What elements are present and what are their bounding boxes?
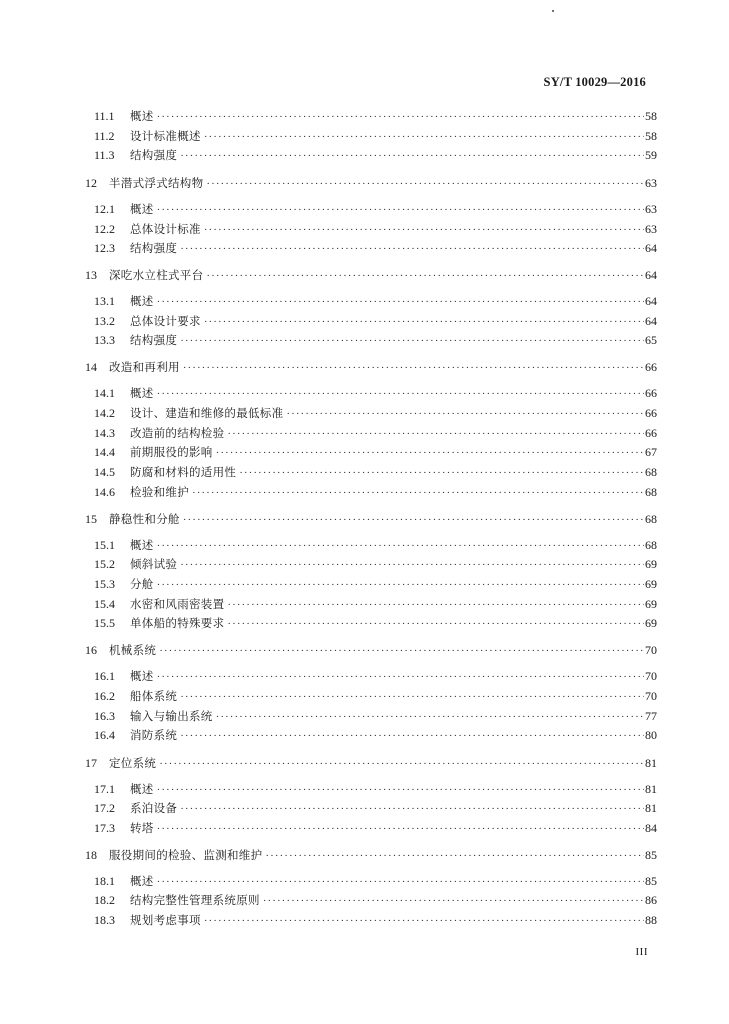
toc-entry-page: 81 (645, 756, 657, 770)
toc-section-entry (94, 911, 657, 929)
toc-entry-title: 总体设计要求 (130, 314, 201, 328)
toc-entry-number: 14 (85, 360, 97, 374)
toc-entry-page: 66 (645, 406, 657, 420)
toc-leader-dots (159, 755, 644, 773)
toc-entry-number: 16 (85, 643, 97, 657)
toc-section-entry (94, 536, 657, 554)
toc-entry-title: 半潜式浮式结构物 (109, 176, 204, 190)
toc-entry-number: 11.2 (94, 129, 115, 143)
toc-entry-number: 17.2 (94, 801, 115, 815)
toc-leader-dots (206, 175, 644, 193)
toc-section-entry (94, 424, 657, 442)
toc-entry-page: 63 (645, 176, 657, 190)
toc-leader-dots (206, 267, 644, 285)
toc-section-entry (94, 220, 657, 238)
toc-entry-title: 深吃水立柱式平台 (109, 268, 204, 282)
toc-entry-page: 68 (645, 465, 657, 479)
toc-entry-number: 12.2 (94, 222, 115, 236)
toc-entry-number: 16.4 (94, 728, 115, 742)
toc-entry-page: 63 (645, 202, 657, 216)
toc-leader-dots (157, 108, 644, 126)
toc-leader-dots (180, 688, 644, 706)
toc-leader-dots (180, 147, 644, 165)
toc-entry-number: 13 (85, 268, 97, 282)
toc-section-entry (94, 891, 657, 909)
toc-entry-title: 系泊设备 (130, 801, 178, 815)
toc-section-entry (94, 872, 657, 890)
toc-entry-number: 13.2 (94, 314, 115, 328)
toc-leader-dots (263, 892, 644, 910)
toc-entry-number: 18 (85, 848, 97, 862)
toc-entry-title: 规划考虑事项 (130, 913, 201, 927)
toc-entry-title: 前期服役的影响 (130, 445, 213, 459)
toc-leader-dots (204, 313, 644, 331)
toc-entry-page: 81 (645, 782, 657, 796)
toc-leader-dots (183, 359, 644, 377)
toc-entry-title: 服役期间的检验、监测和维护 (109, 848, 263, 862)
toc-entry-number: 16.1 (94, 669, 115, 683)
toc-entry-page: 67 (645, 445, 657, 459)
toc-leader-dots (239, 464, 644, 482)
toc-chapter-entry (85, 641, 657, 659)
toc-entry-title: 概述 (130, 538, 154, 552)
toc-entry-number: 12.3 (94, 241, 115, 255)
toc-entry-number: 11.1 (94, 109, 115, 123)
toc-section-entry (94, 595, 657, 613)
toc-entry-title: 概述 (130, 109, 154, 123)
toc-leader-dots (216, 444, 644, 462)
toc-leader-dots (286, 405, 644, 423)
toc-leader-dots (204, 128, 644, 146)
toc-entry-title: 改造和再利用 (109, 360, 180, 374)
toc-entry-page: 64 (645, 268, 657, 282)
toc-entry-title: 分舱 (130, 577, 154, 591)
toc-section-entry (94, 443, 657, 461)
toc-entry-number: 17.3 (94, 821, 115, 835)
toc-entry-title: 改造前的结构检验 (130, 426, 225, 440)
toc-entry-page: 86 (645, 893, 657, 907)
toc-entry-page: 68 (645, 485, 657, 499)
toc-entry-title: 结构强度 (130, 333, 178, 347)
toc-section-entry (94, 819, 657, 837)
toc-entry-number: 17.1 (94, 782, 115, 796)
toc-leader-dots (183, 511, 644, 529)
toc-entry-title: 机械系统 (109, 643, 157, 657)
toc-entry-number: 15.1 (94, 538, 115, 552)
toc-entry-page: 69 (645, 616, 657, 630)
toc-entry-page: 65 (645, 333, 657, 347)
toc-entry-page: 88 (645, 913, 657, 927)
toc-section-entry (94, 127, 657, 145)
toc-entry-page: 70 (645, 689, 657, 703)
toc-leader-dots (192, 484, 644, 502)
toc-entry-page: 64 (645, 314, 657, 328)
toc-section-entry (94, 483, 657, 501)
toc-entry-number: 14.6 (94, 485, 115, 499)
toc-entry-title: 输入与输出系统 (130, 709, 213, 723)
toc-entry-title: 结构强度 (130, 148, 178, 162)
toc-entry-title: 概述 (130, 294, 154, 308)
toc-chapter-entry (85, 754, 657, 772)
toc-section-entry (94, 146, 657, 164)
toc-entry-number: 14.4 (94, 445, 115, 459)
page-number: III (635, 946, 648, 958)
toc-entry-number: 11.3 (94, 148, 115, 162)
toc-entry-number: 15.2 (94, 557, 115, 571)
toc-entry-number: 15 (85, 512, 97, 526)
toc-entry-number: 13.1 (94, 294, 115, 308)
toc-leader-dots (157, 820, 644, 838)
toc-entry-title: 静稳性和分舱 (109, 512, 180, 526)
toc-entry-number: 14.5 (94, 465, 115, 479)
toc-chapter-entry (85, 510, 657, 528)
toc-leader-dots (157, 201, 644, 219)
toc-entry-number: 14.3 (94, 426, 115, 440)
toc-entry-title: 概述 (130, 874, 154, 888)
toc-section-entry (94, 687, 657, 705)
toc-chapter-entry (85, 358, 657, 376)
toc-section-entry (94, 200, 657, 218)
toc-entry-number: 14.1 (94, 386, 115, 400)
toc-section-entry (94, 384, 657, 402)
toc-section-entry (94, 404, 657, 422)
toc-entry-number: 14.2 (94, 406, 115, 420)
toc-chapter-entry (85, 846, 657, 864)
toc-section-entry (94, 292, 657, 310)
toc-entry-title: 防腐和材料的适用性 (130, 465, 237, 479)
toc-leader-dots (227, 425, 644, 443)
toc-entry-title: 设计、建造和维修的最低标准 (130, 406, 284, 420)
toc-section-entry (94, 107, 657, 125)
toc-leader-dots (265, 847, 644, 865)
toc-entry-page: 81 (645, 801, 657, 815)
toc-section-entry (94, 463, 657, 481)
toc-section-entry (94, 667, 657, 685)
toc-entry-title: 概述 (130, 386, 154, 400)
toc-entry-page: 69 (645, 557, 657, 571)
toc-entry-page: 68 (645, 538, 657, 552)
toc-entry-title: 检验和维护 (130, 485, 189, 499)
toc-entry-title: 单体船的特殊要求 (130, 616, 225, 630)
toc-entry-page: 66 (645, 426, 657, 440)
toc-section-entry (94, 331, 657, 349)
toc-entry-number: 18.1 (94, 874, 115, 888)
toc-leader-dots (157, 537, 644, 555)
toc-entry-number: 15.3 (94, 577, 115, 591)
toc-entry-page: 66 (645, 386, 657, 400)
toc-entry-page: 63 (645, 222, 657, 236)
toc-entry-page: 77 (645, 709, 657, 723)
toc-entry-page: 59 (645, 148, 657, 162)
toc-entry-title: 总体设计标准 (130, 222, 201, 236)
toc-chapter-entry (85, 174, 657, 192)
toc-leader-dots (180, 800, 644, 818)
toc-leader-dots (180, 240, 644, 258)
toc-leader-dots (157, 781, 644, 799)
toc-entry-title: 概述 (130, 782, 154, 796)
toc-leader-dots (180, 727, 644, 745)
toc-entry-page: 64 (645, 294, 657, 308)
toc-chapter-entry (85, 266, 657, 284)
toc-entry-page: 69 (645, 597, 657, 611)
toc-leader-dots (159, 642, 644, 660)
toc-entry-page: 58 (645, 109, 657, 123)
toc-section-entry (94, 799, 657, 817)
toc-leader-dots (227, 615, 644, 633)
toc-entry-title: 消防系统 (130, 728, 178, 742)
toc-entry-number: 18.3 (94, 913, 115, 927)
toc-entry-number: 17 (85, 756, 97, 770)
toc-leader-dots (157, 668, 644, 686)
toc-leader-dots (157, 576, 644, 594)
toc-entry-title: 水密和风雨密装置 (130, 597, 225, 611)
toc-entry-title: 结构强度 (130, 241, 178, 255)
toc-entry-number: 13.3 (94, 333, 115, 347)
toc-entry-page: 66 (645, 360, 657, 374)
toc-section-entry (94, 707, 657, 725)
toc-entry-number: 16.3 (94, 709, 115, 723)
toc-entry-number: 12.1 (94, 202, 115, 216)
toc-leader-dots (157, 385, 644, 403)
toc-entry-page: 85 (645, 848, 657, 862)
toc-entry-page: 70 (645, 643, 657, 657)
toc-entry-page: 85 (645, 874, 657, 888)
toc-leader-dots (157, 293, 644, 311)
toc-section-entry (94, 239, 657, 257)
toc-entry-title: 船体系统 (130, 689, 178, 703)
toc-leader-dots (216, 708, 644, 726)
toc-leader-dots (180, 556, 644, 574)
toc-entry-title: 转塔 (130, 821, 154, 835)
toc-leader-dots (157, 873, 644, 891)
toc-entry-title: 倾斜试验 (130, 557, 178, 571)
toc-entry-number: 16.2 (94, 689, 115, 703)
toc-section-entry (94, 614, 657, 632)
toc-entry-title: 定位系统 (109, 756, 157, 770)
toc-entry-page: 68 (645, 512, 657, 526)
toc-leader-dots (227, 596, 644, 614)
toc-entry-page: 64 (645, 241, 657, 255)
toc-entry-page: 69 (645, 577, 657, 591)
toc-entry-number: 12 (85, 176, 97, 190)
toc-leader-dots (204, 221, 644, 239)
toc-entry-number: 15.5 (94, 616, 115, 630)
toc-entry-title: 概述 (130, 202, 154, 216)
toc-entry-page: 58 (645, 129, 657, 143)
toc-section-entry (94, 555, 657, 573)
toc-entry-title: 概述 (130, 669, 154, 683)
toc-entry-number: 18.2 (94, 893, 115, 907)
toc-section-entry (94, 312, 657, 330)
toc-section-entry (94, 780, 657, 798)
toc-leader-dots (180, 332, 644, 350)
toc-section-entry (94, 575, 657, 593)
toc-section-entry (94, 726, 657, 744)
toc-leader-dots (204, 912, 644, 930)
toc-entry-title: 结构完整性管理系统原则 (130, 893, 260, 907)
toc-entry-page: 80 (645, 728, 657, 742)
standard-code: SY/T 10029—2016 (543, 75, 646, 89)
toc-entry-number: 15.4 (94, 597, 115, 611)
toc-entry-page: 70 (645, 669, 657, 683)
toc-entry-page: 84 (645, 821, 657, 835)
toc-entry-title: 设计标准概述 (130, 129, 201, 143)
